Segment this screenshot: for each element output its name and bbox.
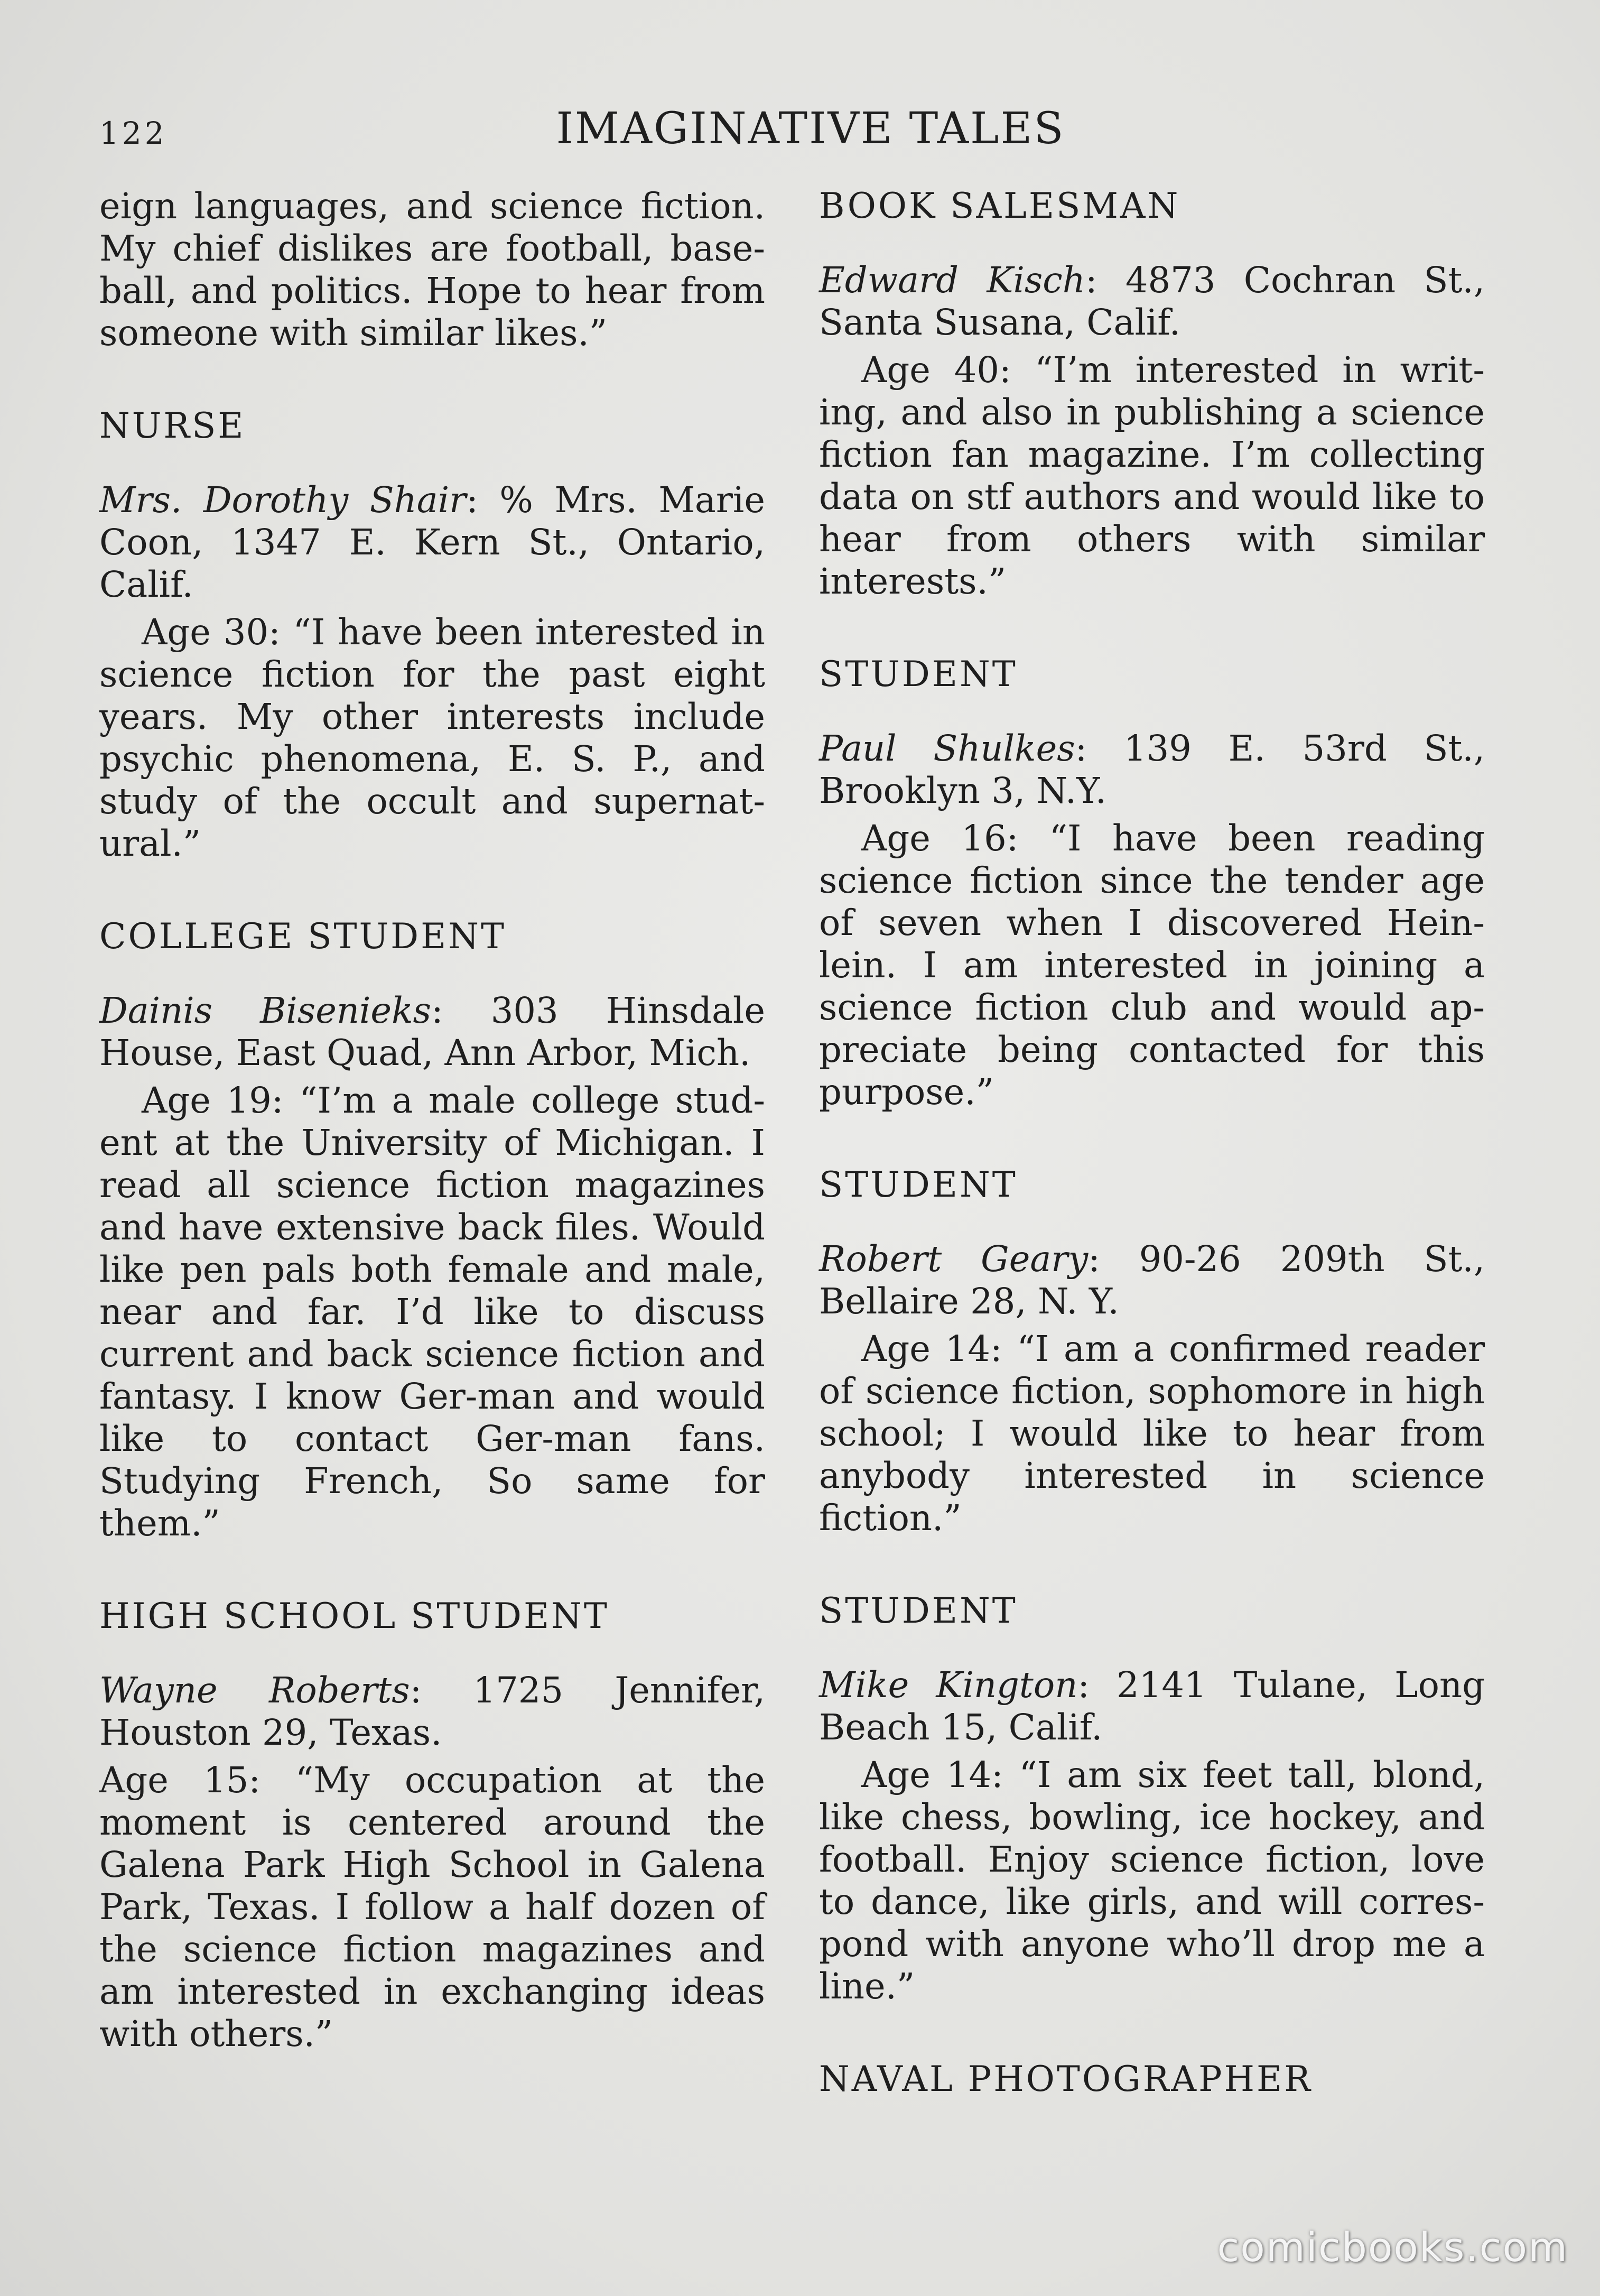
contact-name: Edward Kisch [819, 260, 1085, 301]
section-heading: STUDENT [819, 1164, 1018, 1205]
contact-line [819, 1664, 1485, 1748]
contact-line [99, 989, 765, 1074]
contact-address: : 303 Hinsdale House, East Quad, Ann Arbor, Mich. [99, 990, 765, 1073]
entry-quote: Age 19: “I’m a male college stud-ent at the University of Michigan. I read all science fiction magazines and have extensive back files. Would like pen pals both female and male, near and far. I’d like to discuss current and back science fiction and fantasy. I know Ger-man and would like to contact Ger-man fans. Studying French, So same for them.” [99, 1080, 765, 1544]
contact-name: Wayne Roberts [99, 1670, 410, 1711]
entry-quote: Age 15: “My occupation at the moment is centered around the Galena Park High School in Galena Park, Texas. I follow a half dozen of the science fiction magazines and am interested in exchanging ideas with others.” [99, 1760, 765, 2054]
entry-quote: Age 16: “I have been reading science fiction since the tender age of seven when I discovered Hein-lein. I am interested in joining a science fiction club and would ap-preciate being contacted for this purpose.” [819, 818, 1485, 1113]
contact-name: Mrs. Dorothy Shair [99, 479, 467, 521]
left-column [99, 185, 765, 2055]
section-heading: STUDENT [819, 1590, 1018, 1631]
section-heading: NAVAL PHOTOGRAPHER [819, 2059, 1313, 2099]
section-heading: STUDENT [819, 654, 1018, 695]
watermark-text: comicbooks.com [1217, 2224, 1568, 2271]
contact-name: Mike Kington [819, 1664, 1078, 1706]
continued-paragraph: eign languages, and science fiction. My chief dislikes are football, base-ball, and politics. Hope to hear from someone with similar likes.” [99, 186, 765, 354]
contact-line [819, 727, 1485, 812]
contact-line [819, 1238, 1485, 1322]
entry-quote: Age 30: “I have been interested in science fiction for the past eight years. My other interests include psychic phenomena, E. S. P., and study of the occult and supernat-ural.” [99, 612, 765, 864]
contact-address: : 1725 Jennifer, Houston 29, Texas. [99, 1670, 765, 1753]
contact-name: Paul Shulkes [819, 728, 1075, 769]
contact-address: : 90-26 209th St., Bellaire 28, N. Y. [819, 1238, 1485, 1322]
contact-line [99, 1669, 765, 1754]
contact-address: : % Mrs. Marie Coon, 1347 E. Kern St., Ontario, Calif. [99, 479, 765, 605]
contact-name: Robert Geary [819, 1238, 1089, 1280]
contact-address: : 139 E. 53rd St., Brooklyn 3, N.Y. [819, 728, 1485, 811]
section-heading: NURSE [99, 405, 246, 446]
section-heading: COLLEGE STUDENT [99, 916, 507, 957]
running-title: IMAGINATIVE TALES [556, 104, 1065, 154]
page-number: 122 [99, 115, 168, 151]
entry-quote: Age 40: “I’m interested in writ-ing, and also in publishing a science fiction fan magazine. I’m collecting data on stf authors and would like to hear from others with similar interests.” [819, 349, 1485, 602]
contact-line [99, 479, 765, 606]
right-column [819, 185, 1485, 2100]
entry-quote: Age 14: “I am six feet tall, blond, like chess, bowling, ice hockey, and football. Enjoy science fiction, love to dance, like girls, and will corres-pond with anyone who’ll drop me a line.” [819, 1754, 1485, 2007]
contact-line [819, 259, 1485, 344]
section-heading: HIGH SCHOOL STUDENT [99, 1596, 609, 1636]
contact-address: : 4873 Cochran St., Santa Susana, Calif. [819, 260, 1485, 343]
contact-name: Dainis Bisenieks [99, 990, 432, 1031]
section-heading: BOOK SALESMAN [819, 186, 1180, 226]
entry-quote: Age 14: “I am a confirmed reader of science fiction, sophomore in high school; I would like to hear from anybody interested in science fiction.” [819, 1328, 1485, 1539]
contact-address: : 2141 Tulane, Long Beach 15, Calif. [819, 1664, 1485, 1748]
